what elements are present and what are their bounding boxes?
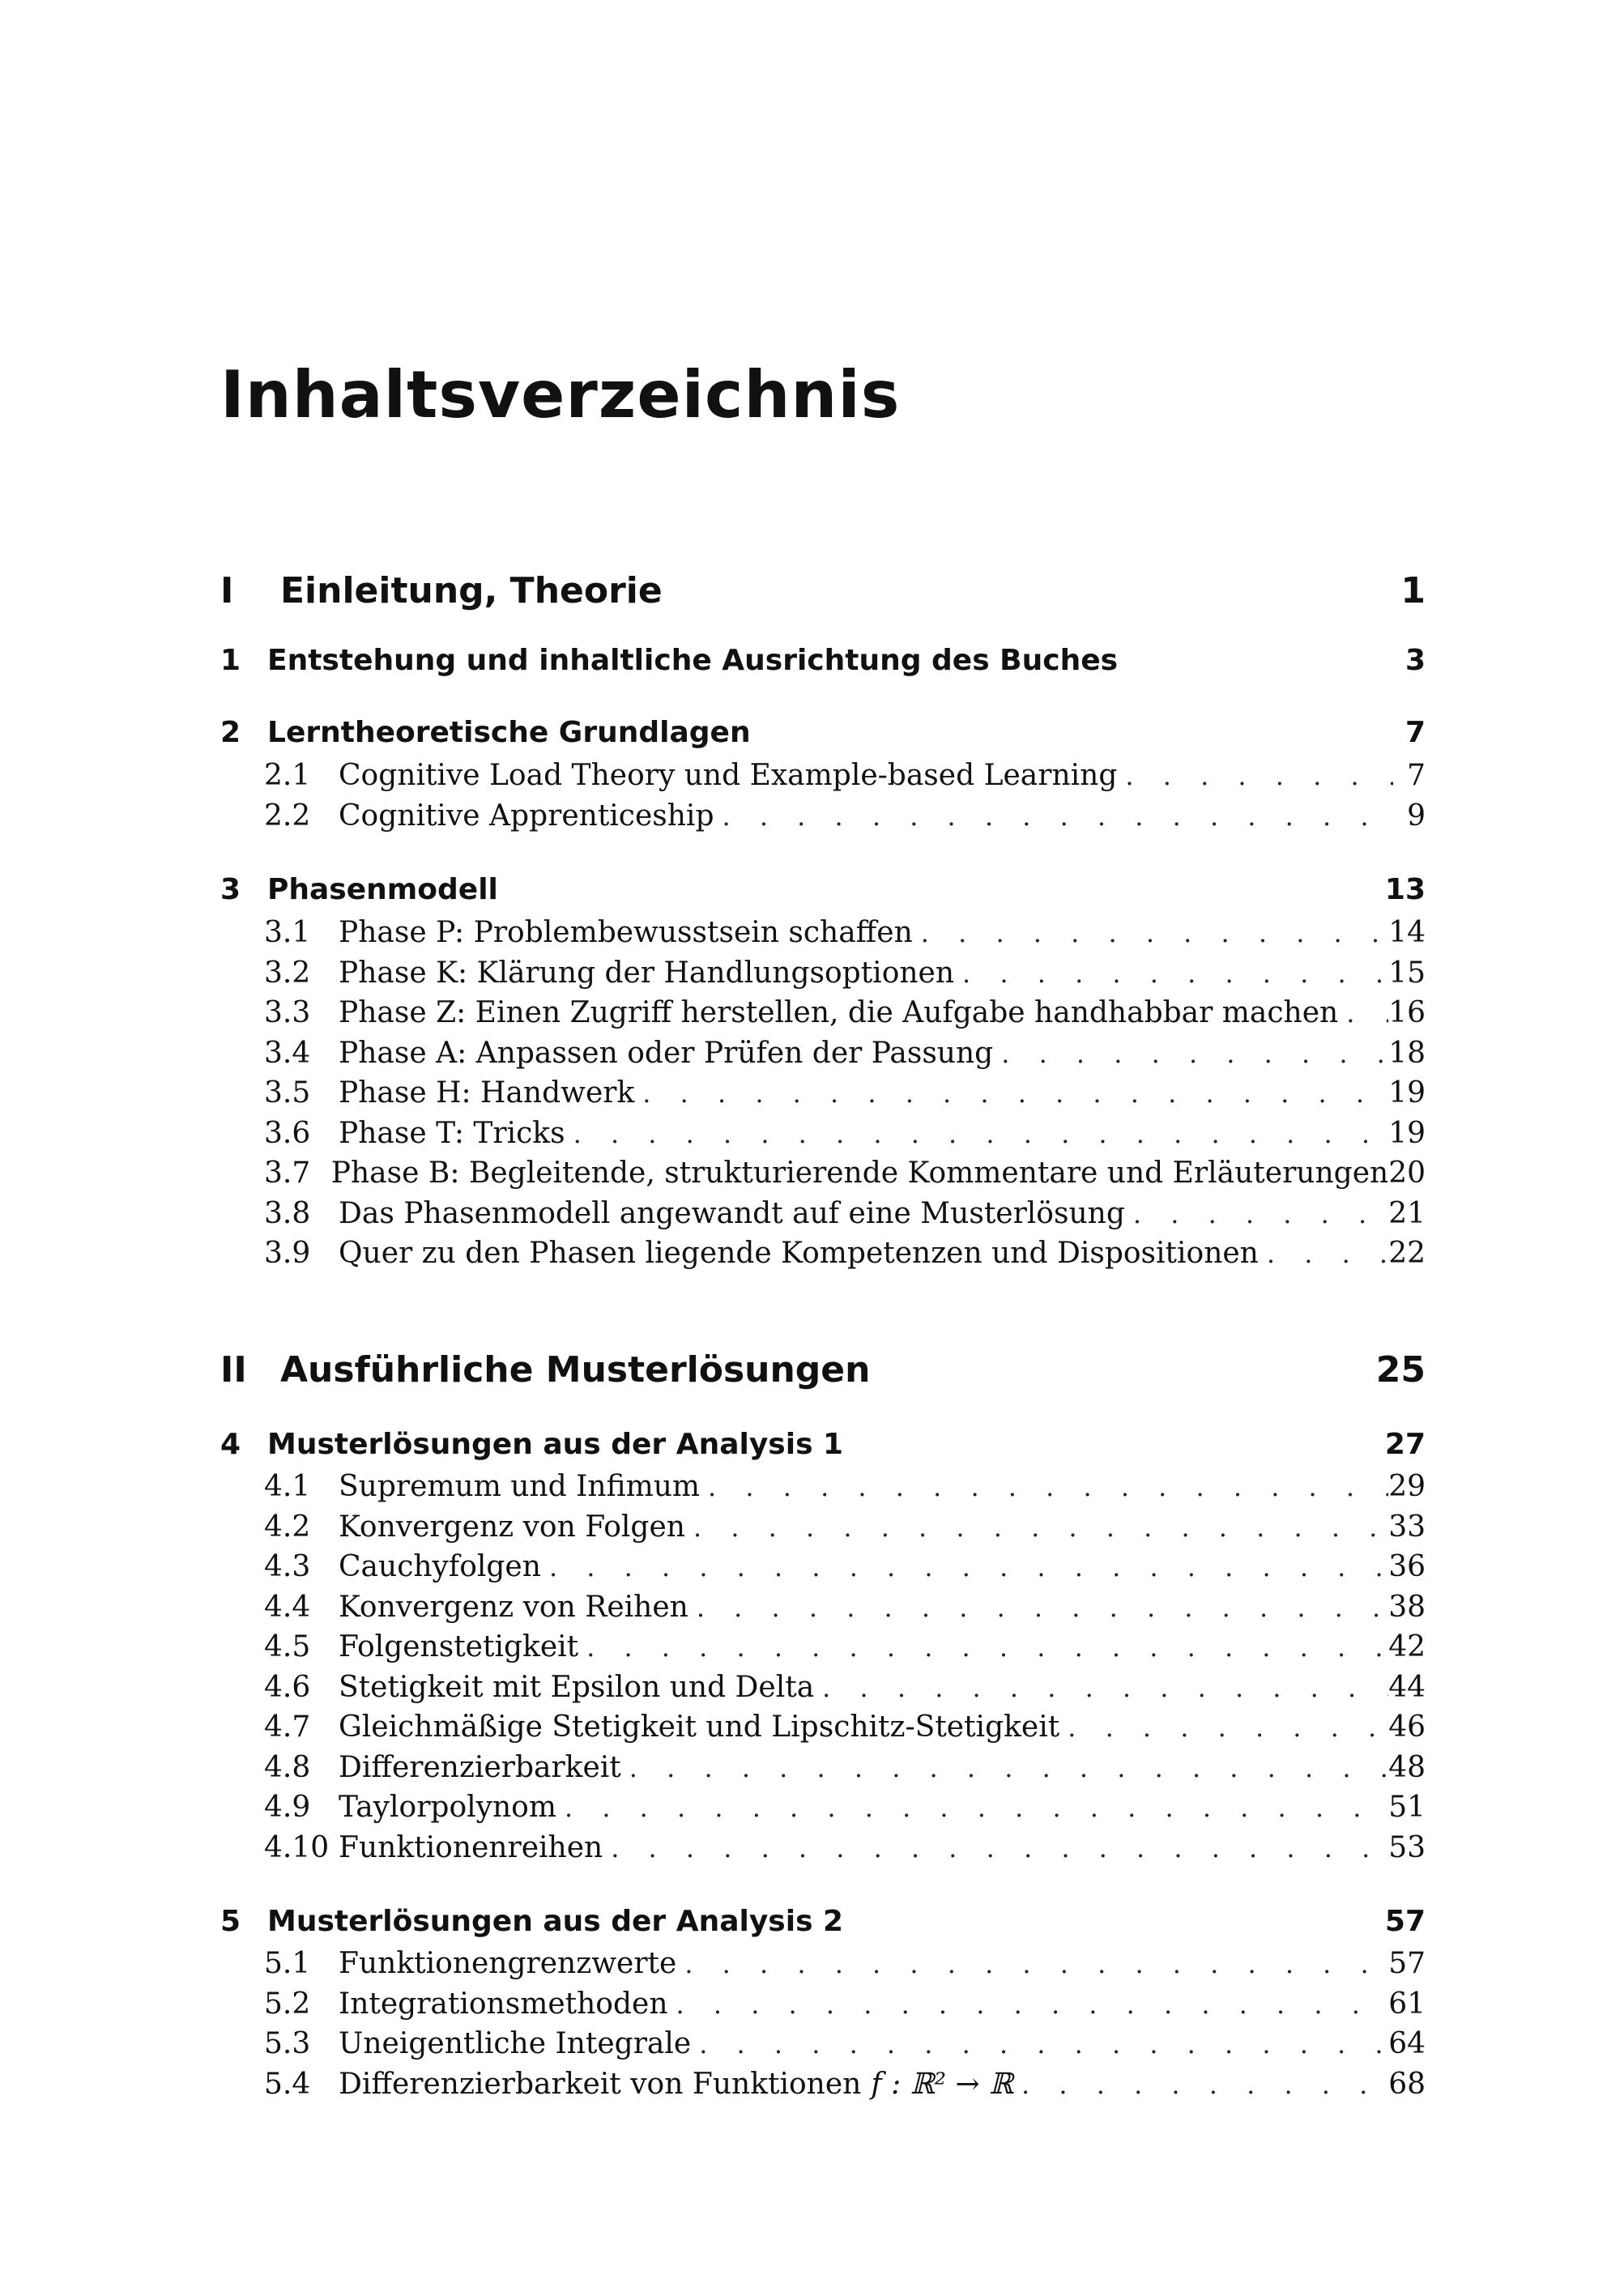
page-number: 1 — [1400, 570, 1426, 611]
section-title: Uneigentliche Integrale — [339, 2027, 692, 2060]
dot-leader — [1013, 2069, 1388, 2100]
section-number: 4.9 — [264, 1791, 311, 1824]
part-number: II — [220, 1349, 247, 1391]
toc-section-row[interactable] — [220, 1037, 1426, 1076]
section-title: Phase P: Problembewusstsein schaffen — [339, 916, 913, 949]
toc-section-row[interactable] — [220, 996, 1426, 1035]
page-number: 7 — [1405, 716, 1426, 749]
toc-section-row[interactable] — [220, 2027, 1426, 2066]
section-number: 3.1 — [264, 916, 311, 949]
page-number: 46 — [1388, 1710, 1426, 1744]
dot-leader — [1125, 1199, 1388, 1229]
page-number: 19 — [1388, 1117, 1426, 1150]
toc-section-row[interactable] — [220, 1791, 1426, 1830]
section-title: Phase B: Begleitende, strukturierende Kommentare und Erläuterungen — [330, 1157, 1389, 1190]
toc-section-row[interactable] — [220, 1237, 1426, 1276]
section-title: Differenzierbarkeit von Funktionen — [339, 2068, 862, 2101]
toc-chapter-row[interactable] — [220, 1905, 1426, 1944]
section-number: 4.5 — [264, 1630, 311, 1663]
page-number: 48 — [1388, 1751, 1426, 1784]
toc-section-row[interactable] — [220, 1197, 1426, 1236]
toc-chapter-row[interactable] — [220, 644, 1426, 683]
section-title: Das Phasenmodell angewandt auf eine Musterlösung — [339, 1197, 1125, 1230]
dot-leader — [714, 801, 1393, 832]
toc-section-row[interactable] — [220, 1671, 1426, 1710]
page-number: 61 — [1388, 1987, 1426, 2021]
section-number: 4.1 — [264, 1470, 311, 1503]
chapter-number: 1 — [220, 644, 241, 677]
dot-leader — [541, 1552, 1388, 1582]
page-number: 42 — [1388, 1630, 1426, 1663]
dot-leader — [676, 1949, 1388, 1979]
toc-chapter-row[interactable] — [220, 716, 1426, 755]
toc-section-row[interactable] — [220, 759, 1426, 798]
section-number: 3.2 — [264, 956, 311, 990]
dot-leader — [685, 1512, 1388, 1543]
section-title: Cauchyfolgen — [339, 1550, 541, 1583]
dot-leader — [603, 1833, 1388, 1864]
toc-chapter-row[interactable] — [220, 873, 1426, 912]
page-number: 29 — [1388, 1470, 1426, 1503]
chapter-title: Entstehung und inhaltliche Ausrichtung des Buches — [267, 644, 1119, 677]
section-title: Quer zu den Phasen liegende Kompetenzen und Dispositionen — [339, 1237, 1259, 1270]
chapter-title: Phasenmodell — [267, 873, 498, 906]
toc-section-row[interactable] — [220, 1751, 1426, 1790]
section-title: Cognitive Apprenticeship — [339, 799, 714, 833]
chapter-title: Lerntheoretische Grundlagen — [267, 716, 751, 749]
toc-section-row[interactable] — [220, 1630, 1426, 1669]
section-title: Phase Z: Einen Zugriff herstellen, die Aufgabe handhabbar machen — [339, 996, 1339, 1029]
page-number: 64 — [1388, 2027, 1426, 2060]
chapter-number: 5 — [220, 1905, 241, 1938]
toc-section-row[interactable] — [220, 799, 1426, 838]
page-number: 57 — [1388, 1947, 1426, 1980]
toc-part-row[interactable] — [220, 570, 1426, 619]
page-number: 13 — [1384, 873, 1426, 906]
page-number: 27 — [1384, 1428, 1426, 1461]
section-number: 2.1 — [264, 759, 311, 792]
page-number: 20 — [1388, 1157, 1426, 1190]
toc-section-row[interactable] — [220, 1470, 1426, 1509]
section-number: 4.7 — [264, 1710, 311, 1744]
toc-section-row[interactable] — [220, 1710, 1426, 1749]
section-title: Folgenstetigkeit — [339, 1630, 579, 1663]
page-number: 53 — [1388, 1831, 1426, 1864]
section-number: 4.10 — [264, 1831, 330, 1864]
part-title: Einleitung, Theorie — [280, 570, 663, 611]
section-number: 3.6 — [264, 1117, 311, 1150]
section-title-math: f : ℝ² → ℝ — [871, 2068, 1014, 2101]
section-title: Gleichmäßige Stetigkeit und Lipschitz-Stetigkeit — [339, 1710, 1060, 1744]
page-number: 15 — [1388, 956, 1426, 990]
toc-section-row[interactable] — [220, 1157, 1426, 1195]
section-number: 3.7 — [264, 1157, 311, 1190]
page-number: 68 — [1388, 2068, 1426, 2101]
dot-leader — [1059, 1712, 1388, 1743]
dot-leader — [913, 918, 1388, 948]
section-title: Phase K: Klärung der Handlungsoptionen — [339, 956, 955, 990]
section-title: Cognitive Load Theory und Example-based Learning — [339, 759, 1118, 792]
chapter-title: Musterlösungen aus der Analysis 1 — [267, 1428, 844, 1461]
section-title: Konvergenz von Reihen — [339, 1591, 688, 1624]
section-number: 2.2 — [264, 799, 311, 833]
dot-leader — [1117, 760, 1393, 791]
section-title: Funktionenreihen — [339, 1831, 603, 1864]
section-number: 5.3 — [264, 2027, 311, 2060]
dot-leader — [565, 1118, 1389, 1149]
toc-section-row[interactable] — [220, 1076, 1426, 1115]
section-number: 3.9 — [264, 1237, 311, 1270]
dot-leader — [668, 1989, 1389, 2020]
dot-leader — [621, 1753, 1388, 1783]
page-number: 21 — [1388, 1197, 1426, 1230]
section-title: Supremum und Infimum — [339, 1470, 701, 1503]
section-number: 3.8 — [264, 1197, 311, 1230]
section-number: 5.4 — [264, 2068, 311, 2101]
dot-leader — [700, 1472, 1388, 1502]
section-title: Phase T: Tricks — [339, 1117, 565, 1150]
table-of-contents — [220, 0, 1426, 2296]
chapter-title: Musterlösungen aus der Analysis 2 — [267, 1905, 844, 1938]
page-number: 9 — [1407, 799, 1426, 833]
section-title: Konvergenz von Folgen — [339, 1510, 685, 1544]
chapter-number: 4 — [220, 1428, 241, 1461]
page-number: 51 — [1388, 1791, 1426, 1824]
section-number: 4.4 — [264, 1591, 311, 1624]
toc-part-row[interactable] — [220, 1349, 1426, 1398]
dot-leader — [556, 1792, 1388, 1823]
toc-section-row[interactable] — [220, 1591, 1426, 1629]
section-number: 4.3 — [264, 1550, 311, 1583]
page-number: 3 — [1405, 644, 1426, 677]
page-number: 14 — [1388, 916, 1426, 949]
toc-section-row[interactable] — [220, 1510, 1426, 1549]
page-number: 22 — [1388, 1237, 1426, 1270]
section-title: Taylorpolynom — [339, 1791, 556, 1824]
section-number: 3.4 — [264, 1037, 311, 1070]
toc-section-row[interactable] — [220, 956, 1426, 995]
page-number: 16 — [1388, 996, 1426, 1029]
dot-leader — [954, 958, 1388, 989]
section-title: Integrationsmethoden — [339, 1987, 668, 2021]
section-number: 5.2 — [264, 1987, 311, 2021]
toc-section-row[interactable] — [220, 1831, 1426, 1870]
section-number: 4.8 — [264, 1751, 311, 1784]
toc-section-row[interactable] — [220, 1947, 1426, 1986]
dot-leader — [634, 1078, 1388, 1109]
toc-section-row[interactable] — [220, 1550, 1426, 1589]
page-number: 36 — [1388, 1550, 1426, 1583]
page-title: Inhaltsverzeichnis — [220, 357, 901, 432]
part-title: Ausführliche Musterlösungen — [280, 1349, 871, 1391]
toc-chapter-row[interactable] — [220, 1428, 1426, 1467]
dot-leader — [691, 2029, 1388, 2060]
page-number: 57 — [1384, 1905, 1426, 1938]
section-title: Funktionengrenzwerte — [339, 1947, 677, 1980]
dot-leader — [688, 1592, 1388, 1623]
dot-leader — [1338, 998, 1388, 1029]
page-number: 19 — [1388, 1076, 1426, 1110]
part-number: I — [220, 570, 234, 611]
section-number: 4.2 — [264, 1510, 311, 1544]
section-title: Stetigkeit mit Epsilon und Delta — [339, 1671, 815, 1704]
dot-leader — [814, 1672, 1388, 1703]
section-title: Phase A: Anpassen oder Prüfen der Passung — [339, 1037, 994, 1070]
dot-leader — [993, 1038, 1388, 1069]
section-number: 4.6 — [264, 1671, 311, 1704]
toc-section-row[interactable] — [220, 1117, 1426, 1156]
section-number: 3.3 — [264, 996, 311, 1029]
chapter-number: 2 — [220, 716, 241, 749]
page-number: 18 — [1388, 1037, 1426, 1070]
page-number: 38 — [1388, 1591, 1426, 1624]
dot-leader — [1259, 1238, 1388, 1269]
section-number: 3.5 — [264, 1076, 311, 1110]
section-title: Phase H: Handwerk — [339, 1076, 635, 1110]
toc-section-row[interactable] — [220, 1987, 1426, 2026]
page-number: 33 — [1388, 1510, 1426, 1544]
toc-section-row[interactable] — [220, 916, 1426, 955]
page-number: 7 — [1407, 759, 1426, 792]
chapter-number: 3 — [220, 873, 241, 906]
section-number: 5.1 — [264, 1947, 311, 1980]
page-number: 44 — [1388, 1671, 1426, 1704]
page-number: 25 — [1375, 1349, 1426, 1391]
toc-section-row[interactable] — [220, 2068, 1426, 2106]
section-title: Differenzierbarkeit — [339, 1751, 621, 1784]
dot-leader — [578, 1632, 1388, 1663]
